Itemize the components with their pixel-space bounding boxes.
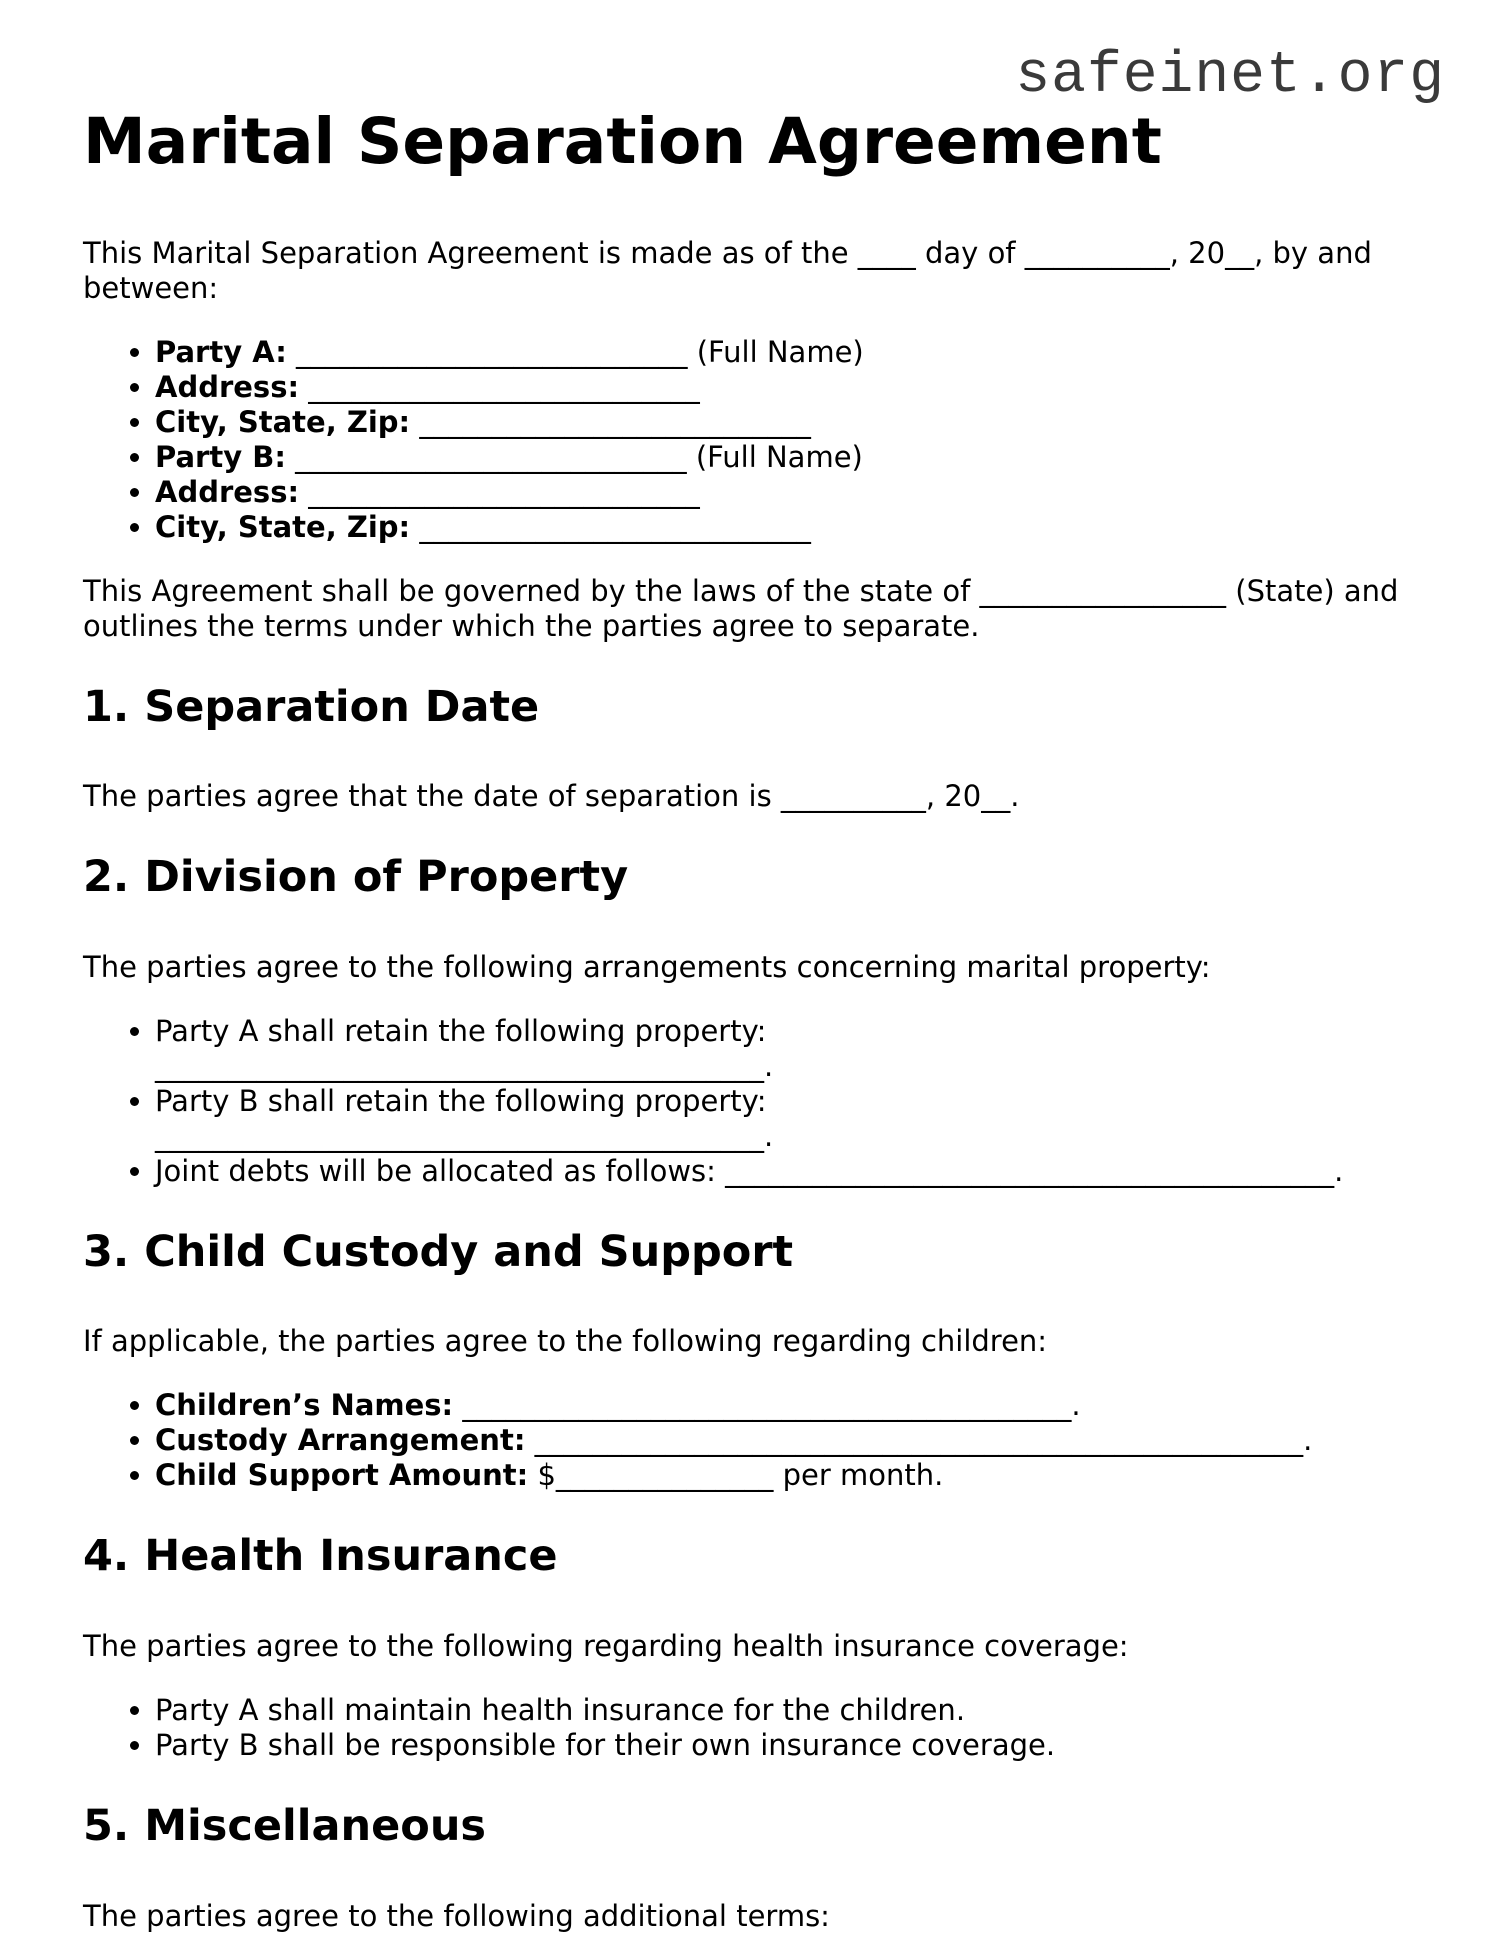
field-blank: _____________________________________________________. — [525, 1423, 1313, 1458]
field-blank: ___________________________ — [410, 404, 811, 439]
field-blank: __________________________________________. — [453, 1388, 1081, 1423]
list-item: • Party A shall retain the following property: __________________________________________. — [155, 1014, 855, 1084]
section-heading-health-insurance: 4. Health Insurance — [83, 1531, 558, 1582]
list-item: • Party A shall maintain health insurance for the children. — [155, 1693, 1413, 1728]
document-page — [83, 104, 1413, 1934]
list-item — [155, 475, 1413, 510]
insurance-list — [83, 1693, 1413, 1763]
section-heading-separation-date: 1. Separation Date — [83, 681, 540, 732]
field-blank: ___________________________ — [299, 369, 700, 404]
field-blank: ___________________________ — [410, 509, 811, 544]
field-blank: ___________________________ (Full Name) — [285, 439, 863, 474]
section-heading-division-of-property: 2. Division of Property — [83, 852, 629, 903]
field-label: Children’s Names: — [155, 1388, 454, 1423]
field-blank: $_______________ per month. — [528, 1458, 944, 1493]
list-item — [155, 370, 1413, 405]
list-item — [155, 1458, 1413, 1493]
field-label: Party B: — [155, 439, 286, 474]
list-item — [155, 1388, 1413, 1423]
intro-paragraph: This Marital Separation Agreement is made as of the ____ day of __________, 20__, by and between: — [83, 235, 1372, 305]
property-list-continued — [83, 1154, 1413, 1189]
property-list — [83, 1014, 855, 1154]
field-label: Custody Arrangement: — [155, 1423, 526, 1458]
section-heading-miscellaneous: 5. Miscellaneous — [83, 1800, 487, 1851]
list-item: • Party B shall retain the following property: __________________________________________. — [155, 1084, 855, 1154]
section-heading-child-custody: 3. Child Custody and Support — [83, 1226, 794, 1277]
section-text: The parties agree to the following additional terms: — [83, 1898, 830, 1933]
section-text: The parties agree that the date of separation is __________, 20__. — [83, 779, 1020, 814]
list-item — [155, 335, 1413, 370]
list-item — [155, 1423, 1413, 1458]
list-item: • Joint debts will be allocated as follows: __________________________________________. — [155, 1154, 1413, 1189]
field-label: Party A: — [155, 334, 287, 369]
field-label: Address: — [155, 369, 300, 404]
field-blank: ___________________________ — [299, 474, 700, 509]
list-item: • Party B shall be responsible for their own insurance coverage. — [155, 1728, 1413, 1763]
list-item — [155, 440, 1413, 475]
field-blank: ___________________________ (Full Name) — [286, 334, 864, 369]
field-label: City, State, Zip: — [155, 509, 411, 544]
parties-list — [83, 335, 1413, 545]
children-list — [83, 1388, 1413, 1493]
document-title: Marital Separation Agreement — [83, 105, 1162, 178]
section-text: The parties agree to the following regarding health insurance coverage: — [83, 1628, 1129, 1663]
list-item — [155, 405, 1413, 440]
list-item — [155, 510, 1413, 545]
section-text: If applicable, the parties agree to the following regarding children: — [83, 1324, 1048, 1359]
field-label: City, State, Zip: — [155, 404, 411, 439]
field-label: Address: — [155, 474, 300, 509]
watermark: safeinet.org — [1015, 44, 1445, 109]
governing-law-paragraph: This Agreement shall be governed by the laws of the state of _________________ (State) and outlines the terms under which the parties agree to separate. — [83, 573, 1399, 643]
section-text: The parties agree to the following arrangements concerning marital property: — [83, 949, 1211, 984]
field-label: Child Support Amount: — [155, 1458, 529, 1493]
